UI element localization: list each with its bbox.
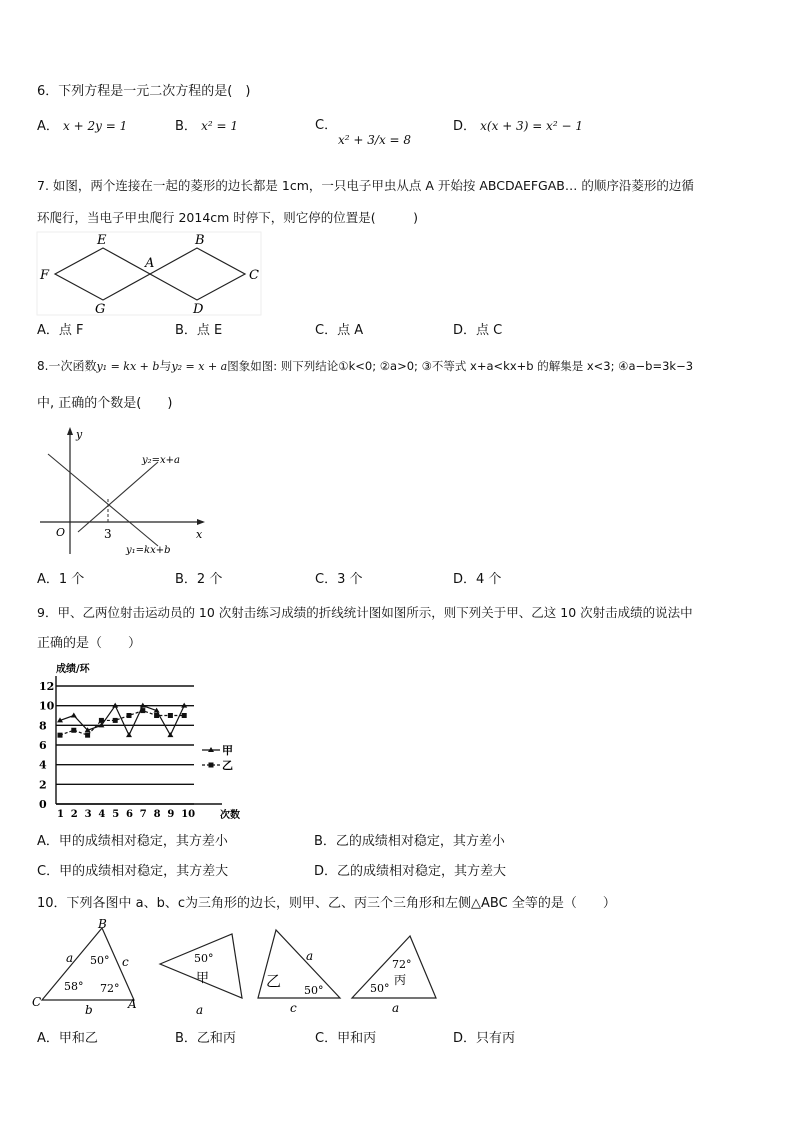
bing-angle-top: 72° xyxy=(392,958,412,971)
x-tick-label: 7 xyxy=(139,809,147,820)
q6-option-c xyxy=(315,118,337,134)
yi-side-a: a xyxy=(306,949,314,963)
chart-xlabel: 次数 xyxy=(220,810,240,821)
q7-option-d: D．点 C xyxy=(453,323,503,338)
series-line-1 xyxy=(60,706,184,736)
q6-option-a-letter: A． xyxy=(37,119,59,134)
point-b-label: B xyxy=(195,233,205,248)
graph-line1-label: y₁=kx+b xyxy=(126,545,171,556)
legend-label: 乙 xyxy=(222,759,233,772)
q8-option-c: C．3 个 xyxy=(315,572,363,587)
triangle-abc xyxy=(32,917,137,1017)
series-1-point xyxy=(167,732,173,737)
q9-option-d: D．乙的成绩相对稳定，其方差大 xyxy=(314,864,507,879)
q6-option-d-letter: D． xyxy=(453,119,477,134)
series-1-point xyxy=(71,713,77,718)
q7-line1: 7. 如图，两个连接在一起的菱形的边长都是 1cm，一只电子甲虫从点 A 开始按 ABCDAEFGAB… 的顺序沿菱形的边循 xyxy=(37,178,694,193)
q7-option-a: A．点 F xyxy=(37,323,84,338)
graph-line2-label: y₂=x+a xyxy=(142,455,181,466)
q6-stem: 6．下列方程是一元二次方程的是( ) xyxy=(37,84,251,99)
q10-option-d: D．只有丙 xyxy=(453,1031,516,1046)
point-d-label: D xyxy=(193,302,204,317)
q10-option-a: A．甲和乙 xyxy=(37,1031,98,1046)
q8-function-1: y₁ = kx + b xyxy=(96,360,160,373)
legend-marker-icon xyxy=(209,763,214,768)
series-2-point xyxy=(127,713,132,718)
triangle-jia xyxy=(160,934,242,1017)
yi-angle: 50° xyxy=(304,984,324,997)
y-tick-label: 6 xyxy=(39,739,47,752)
series-line-2 xyxy=(60,711,184,736)
x-tick-label: 4 xyxy=(98,809,106,820)
chart-ylabel: 成绩/环 xyxy=(56,664,90,675)
graph-y-label: y xyxy=(76,428,83,441)
right-rhombus xyxy=(150,248,245,300)
q7-line2: 环爬行，当电子甲虫爬行 2014cm 时停下，则它停的位置是( ) xyxy=(37,210,419,225)
abc-angle-b: 50° xyxy=(90,954,110,967)
point-e-label: E xyxy=(97,233,107,248)
series-2-point xyxy=(85,733,90,738)
q6-option-d-expr: x(x + 3) = x² − 1 xyxy=(480,119,583,133)
q7-option-c: C．点 A xyxy=(315,323,364,338)
x-axis-arrow-icon xyxy=(197,519,205,525)
q10-option-c: C．甲和丙 xyxy=(315,1031,377,1046)
x-tick-label: 10 xyxy=(181,809,196,820)
abc-angle-c: 58° xyxy=(64,980,84,993)
y-tick-label: 8 xyxy=(39,719,47,733)
x-tick-label: 9 xyxy=(167,809,175,820)
q8-function-2: y₂ = x + a xyxy=(171,360,228,373)
q8-stem xyxy=(37,358,693,375)
q8-line2: 中, 正确的个数是( ) xyxy=(37,396,173,411)
q9-line1: 9．甲、乙两位射击运动员的 10 次射击练习成绩的折线统计图如图所示，则下列关于甲、乙这 10 次射击成绩的说法中 xyxy=(37,605,693,620)
q6-option-b xyxy=(175,118,238,135)
abc-vertex-b: B xyxy=(98,917,107,931)
bing-side: a xyxy=(392,1001,400,1015)
point-a-label: A xyxy=(145,256,155,271)
graph-origin-label: O xyxy=(56,526,66,539)
bing-angle: 50° xyxy=(370,982,390,995)
y-tick-label: 0 xyxy=(39,798,47,811)
triangle-yi xyxy=(258,930,340,1015)
series-2-point xyxy=(154,713,159,718)
series-2-point xyxy=(182,713,187,718)
q9-option-a: A．甲的成绩相对稳定，其方差小 xyxy=(37,834,228,849)
x-tick-label: 2 xyxy=(70,809,78,820)
q10-triangles-figure xyxy=(30,918,450,1018)
q6-option-d xyxy=(453,118,583,135)
q8-function-graph xyxy=(38,424,213,560)
q9-score-chart xyxy=(36,660,266,820)
series-2-point xyxy=(58,733,63,738)
q9-option-c: C．甲的成绩相对稳定，其方差大 xyxy=(37,864,229,879)
y-tick-label: 10 xyxy=(39,699,55,713)
q8-option-a: A．1 个 xyxy=(37,572,85,587)
series-2-point xyxy=(168,713,173,718)
jia-side: a xyxy=(196,1003,204,1017)
q6-option-b-expr: x² = 1 xyxy=(201,119,238,133)
abc-side-c: c xyxy=(122,955,129,969)
x-tick-label: 6 xyxy=(126,809,133,820)
q8-option-d: D．4 个 xyxy=(453,572,502,587)
series-2-point xyxy=(71,728,76,733)
x-tick-label: 1 xyxy=(57,809,64,820)
abc-side-a: a xyxy=(66,951,74,965)
q7-option-b: B．点 E xyxy=(175,323,223,338)
q8-option-b: B．2 个 xyxy=(175,572,223,587)
y-tick-label: 4 xyxy=(39,758,47,772)
q10-option-b: B．乙和丙 xyxy=(175,1031,236,1046)
bing-name: 丙 xyxy=(394,973,407,987)
series-2-point xyxy=(113,718,118,723)
abc-angle-a: 72° xyxy=(100,982,120,995)
triangle-bing xyxy=(352,936,436,1015)
q8-prefix: 8.一次函数 xyxy=(37,359,97,373)
q8-suffix: 图象如图: 则下列结论①k<0; ②a>0; ③不等式 x+a<kx+b 的解集是 x<3; ④a−b=3k−3 xyxy=(227,359,694,373)
abc-vertex-c: C xyxy=(32,995,42,1009)
graph-x-label: x xyxy=(196,528,203,541)
q6-option-a xyxy=(37,118,127,135)
q6-option-c-expr: x² + 3/x = 8 xyxy=(338,133,412,147)
yi-side-c: c xyxy=(290,1001,297,1015)
point-g-label: G xyxy=(95,302,106,317)
y-axis-arrow-icon xyxy=(67,427,73,435)
q10-stem: 10．下列各图中 a、b、c为三角形的边长，则甲、乙、丙三个三角形和左侧△ABC 全等的是（ ） xyxy=(37,896,616,911)
x-tick-label: 5 xyxy=(112,809,120,820)
jia-name: 甲 xyxy=(196,971,210,986)
series-2-point xyxy=(140,708,145,713)
point-c-label: C xyxy=(249,268,259,283)
y-tick-label: 2 xyxy=(39,778,47,792)
q8-mid: 与 xyxy=(159,359,172,373)
legend-label: 甲 xyxy=(222,744,233,757)
yi-name: 乙 xyxy=(266,972,282,990)
left-rhombus xyxy=(55,248,150,300)
abc-vertex-a: A xyxy=(128,997,137,1011)
q6-option-a-expr: x + 2y = 1 xyxy=(63,119,128,133)
point-f-label: F xyxy=(40,268,50,283)
q9-line2: 正确的是（ ） xyxy=(37,636,142,651)
x-tick-label: 8 xyxy=(153,809,161,820)
x-tick-label: 3 xyxy=(84,809,92,820)
series-2-point xyxy=(99,718,104,723)
q9-option-b: B．乙的成绩相对稳定，其方差小 xyxy=(314,834,505,849)
jia-angle: 50° xyxy=(194,952,214,965)
series-1-point xyxy=(126,732,132,737)
q7-rhombus-figure xyxy=(37,232,262,316)
q6-option-c-letter: C． xyxy=(315,118,338,133)
q6-option-b-letter: B． xyxy=(175,119,197,134)
abc-side-b: b xyxy=(85,1003,93,1017)
graph-tick-3: 3 xyxy=(104,527,112,541)
y-tick-label: 12 xyxy=(39,680,55,693)
